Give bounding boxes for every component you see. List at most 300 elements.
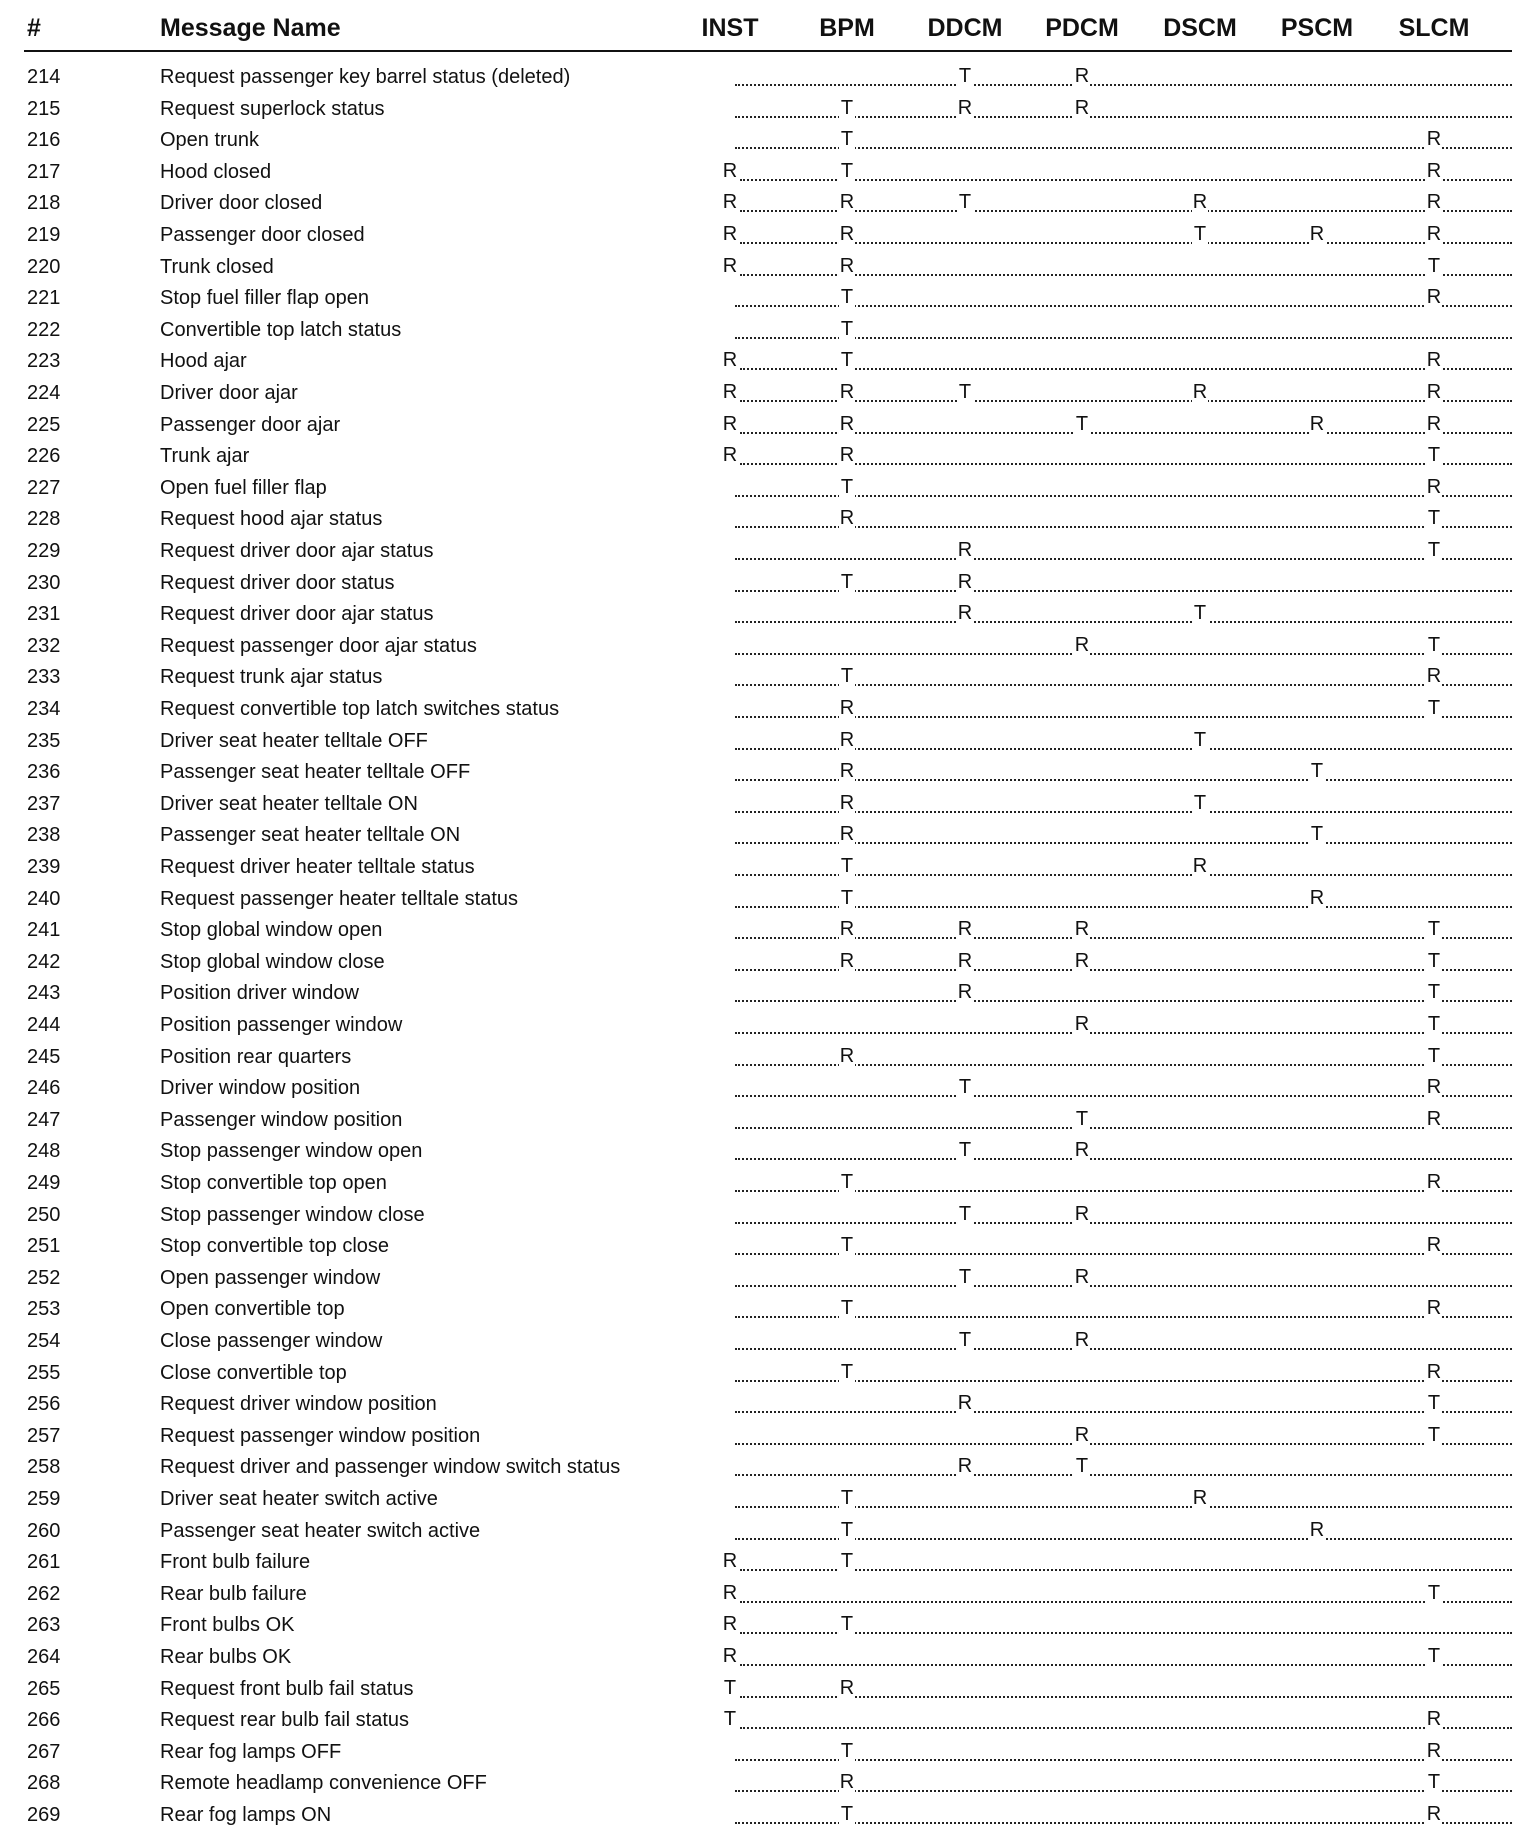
- message-number: 232: [27, 634, 61, 657]
- cell-bpm: R: [839, 760, 855, 783]
- message-name: Request passenger window position: [160, 1424, 481, 1447]
- message-number: 244: [27, 1014, 61, 1036]
- message-name: Passenger door closed: [160, 224, 365, 246]
- cell-dscm: T: [1193, 223, 1207, 245]
- leader-dots: [740, 1632, 1512, 1634]
- table-row: [0, 252, 1536, 283]
- leader-dots: [735, 1127, 1512, 1129]
- cell-dscm: R: [1192, 855, 1208, 877]
- message-number: 224: [27, 382, 61, 404]
- leader-dots: [740, 1727, 1512, 1729]
- message-name: Driver door ajar: [160, 382, 298, 404]
- cell-ddcm: T: [958, 1139, 972, 1162]
- leader-dots: [740, 432, 1512, 434]
- column-header-bpm: BPM: [819, 14, 875, 42]
- table-row: [0, 1768, 1536, 1799]
- cell-slcm: T: [1427, 1581, 1441, 1604]
- cell-ddcm: T: [958, 191, 972, 214]
- message-number: 245: [27, 1045, 61, 1068]
- message-number: 222: [27, 318, 61, 341]
- leader-dots: [735, 1285, 1512, 1287]
- message-name: Request convertible top latch switches status: [160, 698, 560, 720]
- cell-pdcm: R: [1074, 1423, 1090, 1446]
- message-number: 230: [27, 571, 61, 594]
- cell-slcm: R: [1426, 412, 1442, 435]
- cell-bpm: T: [840, 317, 854, 340]
- cell-slcm: R: [1426, 223, 1442, 245]
- table-row: [0, 1263, 1536, 1294]
- message-number: 254: [27, 1330, 61, 1352]
- message-name: Driver window position: [160, 1077, 361, 1100]
- cell-slcm: T: [1427, 949, 1441, 972]
- message-number: 242: [27, 950, 61, 973]
- message-name: Request driver door ajar status: [160, 540, 434, 562]
- cell-slcm: T: [1427, 254, 1441, 277]
- table-row: [0, 441, 1536, 472]
- message-name: Request hood ajar status: [160, 508, 383, 531]
- message-name: Stop passenger window close: [160, 1203, 425, 1226]
- table-row: [0, 694, 1536, 725]
- message-name: Stop convertible top close: [160, 1235, 390, 1258]
- cell-bpm: T: [840, 349, 854, 372]
- message-name: Front bulb failure: [160, 1551, 311, 1574]
- message-name: Open trunk: [160, 129, 259, 152]
- cell-bpm: R: [839, 949, 855, 972]
- cell-slcm: R: [1426, 381, 1442, 403]
- cell-bpm: T: [840, 1297, 854, 1320]
- message-name: Passenger seat heater telltale OFF: [160, 761, 471, 784]
- table-row: [0, 62, 1536, 93]
- message-name: Request driver door ajar status: [160, 603, 434, 626]
- cell-bpm: T: [840, 1550, 854, 1573]
- cell-bpm: R: [839, 823, 855, 846]
- cell-slcm: R: [1426, 1739, 1442, 1762]
- cell-slcm: T: [1427, 1645, 1441, 1667]
- message-name: Hood closed: [160, 160, 272, 183]
- table-row: [0, 631, 1536, 662]
- table-row: [0, 662, 1536, 693]
- message-number: 261: [27, 1551, 61, 1574]
- message-number: 236: [27, 761, 61, 784]
- cell-slcm: R: [1426, 1803, 1442, 1825]
- cell-bpm: T: [840, 286, 854, 309]
- cell-bpm: R: [839, 791, 855, 814]
- message-name: Request driver window position: [160, 1393, 437, 1416]
- cell-slcm: R: [1426, 1708, 1442, 1731]
- message-name: Open fuel filler flap: [160, 476, 327, 499]
- message-name: Stop passenger window open: [160, 1140, 423, 1163]
- message-name: Close convertible top: [160, 1361, 347, 1384]
- cell-pdcm: R: [1074, 949, 1090, 972]
- cell-pscm: R: [1309, 1518, 1325, 1541]
- cell-ddcm: R: [957, 1392, 973, 1415]
- message-number: 219: [27, 224, 61, 246]
- table-row: [0, 1294, 1536, 1325]
- message-number: 268: [27, 1772, 61, 1795]
- message-number: 228: [27, 508, 61, 531]
- cell-ddcm: R: [957, 539, 973, 561]
- message-number: 227: [27, 476, 61, 499]
- message-name: Remote headlamp convenience OFF: [160, 1772, 487, 1795]
- cell-pdcm: R: [1074, 1202, 1090, 1225]
- cell-slcm: R: [1426, 475, 1442, 498]
- message-name: Passenger door ajar: [160, 413, 341, 436]
- message-name: Rear bulb failure: [160, 1582, 307, 1605]
- message-number: 260: [27, 1519, 61, 1542]
- message-number: 266: [27, 1709, 61, 1732]
- message-number: 269: [27, 1804, 61, 1826]
- leader-dots: [735, 621, 1512, 623]
- table-row: [0, 1705, 1536, 1736]
- cell-ddcm: T: [958, 1202, 972, 1225]
- table-row: [0, 378, 1536, 409]
- cell-ddcm: R: [957, 981, 973, 1004]
- message-number: 250: [27, 1203, 61, 1226]
- column-header-slcm: SLCM: [1398, 14, 1470, 42]
- table-row: [0, 1326, 1536, 1357]
- cell-bpm: T: [840, 128, 854, 151]
- cell-bpm: R: [839, 412, 855, 435]
- cell-slcm: R: [1426, 1297, 1442, 1320]
- cell-bpm: T: [840, 96, 854, 119]
- message-number: 221: [27, 287, 61, 310]
- message-number: 259: [27, 1488, 61, 1510]
- message-number: 223: [27, 350, 61, 373]
- column-header-message-name: Message Name: [160, 14, 341, 42]
- cell-ddcm: R: [957, 918, 973, 941]
- message-name: Open convertible top: [160, 1298, 345, 1321]
- cell-slcm: T: [1427, 1423, 1441, 1446]
- table-row: [0, 283, 1536, 314]
- cell-dscm: T: [1193, 791, 1207, 814]
- cell-bpm: T: [840, 1234, 854, 1257]
- cell-slcm: T: [1427, 507, 1441, 530]
- message-number: 265: [27, 1677, 61, 1700]
- cell-ddcm: T: [958, 1076, 972, 1099]
- cell-slcm: R: [1426, 128, 1442, 151]
- message-name: Rear bulbs OK: [160, 1646, 292, 1668]
- message-name: Request driver door status: [160, 571, 395, 594]
- cell-bpm: T: [840, 1613, 854, 1636]
- leader-dots: [740, 210, 1512, 212]
- message-number: 249: [27, 1172, 61, 1194]
- cell-inst: R: [722, 412, 738, 435]
- leader-dots: [735, 1474, 1512, 1476]
- table-row: [0, 125, 1536, 156]
- message-number: 257: [27, 1424, 61, 1447]
- cell-ddcm: R: [957, 96, 973, 119]
- leader-dots: [735, 84, 1512, 86]
- table-row: [0, 94, 1536, 125]
- table-row: [0, 789, 1536, 820]
- cell-bpm: R: [839, 254, 855, 277]
- message-number: 218: [27, 192, 61, 215]
- cell-bpm: T: [840, 159, 854, 182]
- cell-pdcm: T: [1075, 1107, 1089, 1130]
- cell-pdcm: T: [1075, 1455, 1089, 1478]
- message-number: 235: [27, 729, 61, 752]
- table-row: [0, 1800, 1536, 1831]
- message-number: 217: [27, 160, 61, 183]
- cell-slcm: T: [1427, 1013, 1441, 1035]
- table-row: [0, 1168, 1536, 1199]
- cell-pdcm: R: [1074, 1139, 1090, 1162]
- cell-inst: R: [722, 349, 738, 372]
- message-number: 237: [27, 792, 61, 815]
- table-row: [0, 1105, 1536, 1136]
- table-row: [0, 1389, 1536, 1420]
- table-row: [0, 346, 1536, 377]
- message-name: Request passenger heater telltale status: [160, 887, 518, 910]
- cell-bpm: T: [840, 570, 854, 593]
- column-header-number: #: [27, 14, 41, 42]
- leader-dots: [735, 1000, 1512, 1002]
- message-number: 225: [27, 413, 61, 436]
- message-name: Hood ajar: [160, 350, 247, 373]
- message-name: Request trunk ajar status: [160, 666, 383, 689]
- table-row: [0, 1421, 1536, 1452]
- cell-inst: R: [722, 444, 738, 467]
- message-number: 231: [27, 603, 61, 626]
- message-number: 240: [27, 887, 61, 910]
- cell-slcm: R: [1426, 191, 1442, 214]
- table-row: [0, 1136, 1536, 1167]
- message-number: 214: [27, 66, 61, 88]
- cell-pscm: R: [1309, 886, 1325, 909]
- cell-slcm: T: [1427, 1771, 1441, 1794]
- cell-bpm: T: [840, 475, 854, 498]
- message-name: Request driver and passenger window switch status: [160, 1456, 621, 1479]
- message-number: 220: [27, 255, 61, 278]
- cell-ddcm: R: [957, 1455, 973, 1478]
- cell-inst: R: [722, 381, 738, 403]
- column-header-pdcm: PDCM: [1045, 14, 1119, 42]
- cell-bpm: R: [839, 728, 855, 751]
- table-row: [0, 1642, 1536, 1673]
- cell-bpm: T: [840, 1739, 854, 1762]
- message-name: Position rear quarters: [160, 1045, 352, 1068]
- message-number: 255: [27, 1361, 61, 1384]
- table-row: [0, 1610, 1536, 1641]
- cell-bpm: T: [840, 665, 854, 688]
- cell-dscm: R: [1192, 191, 1208, 214]
- table-row: [0, 1042, 1536, 1073]
- cell-slcm: R: [1426, 1234, 1442, 1257]
- table-row: [0, 915, 1536, 946]
- message-number: 251: [27, 1235, 61, 1258]
- cell-ddcm: T: [958, 381, 972, 403]
- table-row: [0, 1073, 1536, 1104]
- column-header-pscm: PSCM: [1280, 14, 1354, 42]
- leader-dots: [735, 1348, 1512, 1350]
- message-name: Stop global window close: [160, 950, 385, 973]
- table-row: [0, 504, 1536, 535]
- message-number: 267: [27, 1740, 61, 1763]
- cell-ddcm: R: [957, 570, 973, 593]
- message-name: Driver seat heater switch active: [160, 1488, 438, 1510]
- message-number: 233: [27, 666, 61, 689]
- message-name: Rear fog lamps ON: [160, 1804, 332, 1826]
- cell-bpm: T: [840, 1518, 854, 1541]
- cell-bpm: T: [840, 886, 854, 909]
- table-row: [0, 1516, 1536, 1547]
- cell-inst: R: [722, 223, 738, 245]
- cell-inst: R: [722, 1645, 738, 1667]
- cell-dscm: R: [1192, 381, 1208, 403]
- cell-dscm: T: [1193, 728, 1207, 751]
- message-name: Driver seat heater telltale ON: [160, 792, 418, 815]
- message-name: Position driver window: [160, 982, 359, 1005]
- cell-bpm: T: [840, 1360, 854, 1383]
- table-row: [0, 599, 1536, 630]
- leader-dots: [735, 1095, 1512, 1097]
- message-number: 239: [27, 856, 61, 878]
- table-row: [0, 1200, 1536, 1231]
- message-name: Front bulbs OK: [160, 1614, 295, 1637]
- cell-inst: R: [722, 1550, 738, 1573]
- leader-dots: [740, 274, 1512, 276]
- message-number: 229: [27, 540, 61, 562]
- cell-pdcm: R: [1074, 918, 1090, 941]
- table-row: [0, 473, 1536, 504]
- message-name: Stop fuel filler flap open: [160, 287, 370, 310]
- leader-dots: [735, 1443, 1512, 1445]
- message-name: Request front bulb fail status: [160, 1677, 414, 1700]
- cell-pdcm: R: [1074, 96, 1090, 119]
- message-name: Request rear bulb fail status: [160, 1709, 410, 1732]
- leader-dots: [735, 653, 1512, 655]
- cell-slcm: R: [1426, 159, 1442, 182]
- cell-slcm: R: [1426, 1107, 1442, 1130]
- cell-pscm: T: [1310, 760, 1324, 783]
- message-name: Request superlock status: [160, 97, 385, 120]
- message-number: 253: [27, 1298, 61, 1321]
- table-row: [0, 1010, 1536, 1041]
- table-row: [0, 1231, 1536, 1262]
- message-number: 263: [27, 1614, 61, 1637]
- cell-inst: R: [722, 159, 738, 182]
- message-name: Position passenger window: [160, 1014, 403, 1036]
- cell-slcm: T: [1427, 1392, 1441, 1415]
- cell-slcm: R: [1426, 665, 1442, 688]
- leader-dots: [735, 558, 1512, 560]
- cell-ddcm: T: [958, 1329, 972, 1351]
- column-header-ddcm: DDCM: [927, 14, 1003, 42]
- message-number: 241: [27, 919, 61, 942]
- message-name: Request passenger door ajar status: [160, 634, 477, 657]
- message-name: Rear fog lamps OFF: [160, 1740, 342, 1763]
- table-row: [0, 1737, 1536, 1768]
- message-name: Driver seat heater telltale OFF: [160, 729, 428, 752]
- leader-dots: [740, 179, 1512, 181]
- message-name: Passenger window position: [160, 1108, 403, 1131]
- message-number: 216: [27, 129, 61, 152]
- cell-slcm: R: [1426, 1360, 1442, 1383]
- cell-slcm: T: [1427, 1044, 1441, 1067]
- cell-ddcm: R: [957, 602, 973, 625]
- message-number: 243: [27, 982, 61, 1005]
- cell-bpm: R: [839, 697, 855, 719]
- cell-inst: T: [723, 1676, 737, 1699]
- leader-dots: [740, 368, 1512, 370]
- table-row: [0, 1452, 1536, 1483]
- cell-slcm: R: [1426, 1076, 1442, 1099]
- message-number: 234: [27, 698, 61, 720]
- cell-slcm: T: [1427, 633, 1441, 656]
- leader-dots: [740, 1569, 1512, 1571]
- cell-inst: R: [722, 1613, 738, 1636]
- leader-dots: [740, 1664, 1512, 1666]
- cell-bpm: R: [839, 191, 855, 214]
- cell-slcm: R: [1426, 349, 1442, 372]
- cell-pdcm: R: [1074, 1329, 1090, 1351]
- table-row: [0, 1547, 1536, 1578]
- cell-bpm: R: [839, 223, 855, 245]
- cell-pdcm: R: [1074, 633, 1090, 656]
- leader-dots: [735, 1222, 1512, 1224]
- cell-bpm: R: [839, 507, 855, 530]
- table-row: [0, 947, 1536, 978]
- message-number: 215: [27, 97, 61, 120]
- message-name: Request driver heater telltale status: [160, 856, 475, 878]
- table-row: [0, 220, 1536, 251]
- cell-pdcm: R: [1074, 65, 1090, 87]
- cell-bpm: T: [840, 1171, 854, 1193]
- message-number: 256: [27, 1393, 61, 1416]
- message-name: Trunk ajar: [160, 445, 250, 468]
- message-number: 246: [27, 1077, 61, 1100]
- cell-pdcm: R: [1074, 1013, 1090, 1035]
- message-number: 258: [27, 1456, 61, 1479]
- table-row: [0, 157, 1536, 188]
- table-row: [0, 1484, 1536, 1515]
- cell-slcm: T: [1427, 697, 1441, 719]
- message-name: Open passenger window: [160, 1266, 381, 1289]
- cell-slcm: T: [1427, 918, 1441, 941]
- cell-inst: T: [723, 1708, 737, 1731]
- message-name: Driver door closed: [160, 192, 323, 215]
- leader-dots: [735, 1411, 1512, 1413]
- leader-dots: [735, 1032, 1512, 1034]
- column-header-dscm: DSCM: [1163, 14, 1237, 42]
- message-number: 248: [27, 1140, 61, 1163]
- cell-pscm: R: [1309, 223, 1325, 245]
- message-name: Convertible top latch status: [160, 318, 402, 341]
- leader-dots: [740, 242, 1512, 244]
- leader-dots: [740, 1601, 1512, 1603]
- cell-bpm: R: [839, 1771, 855, 1794]
- table-row: [0, 315, 1536, 346]
- cell-slcm: T: [1427, 444, 1441, 467]
- cell-ddcm: T: [958, 1265, 972, 1288]
- cell-slcm: T: [1427, 981, 1441, 1004]
- table-row: [0, 188, 1536, 219]
- cell-bpm: R: [839, 1676, 855, 1699]
- cell-bpm: R: [839, 1044, 855, 1067]
- cell-ddcm: R: [957, 949, 973, 972]
- table-row: [0, 568, 1536, 599]
- cell-dscm: R: [1192, 1487, 1208, 1509]
- cell-bpm: T: [840, 1803, 854, 1825]
- message-name: Close passenger window: [160, 1330, 383, 1352]
- cell-pscm: T: [1310, 823, 1324, 846]
- cell-bpm: T: [840, 1487, 854, 1509]
- cell-slcm: R: [1426, 1171, 1442, 1193]
- cell-bpm: R: [839, 381, 855, 403]
- cell-slcm: T: [1427, 539, 1441, 561]
- cell-inst: R: [722, 1581, 738, 1604]
- message-name: Trunk closed: [160, 255, 274, 278]
